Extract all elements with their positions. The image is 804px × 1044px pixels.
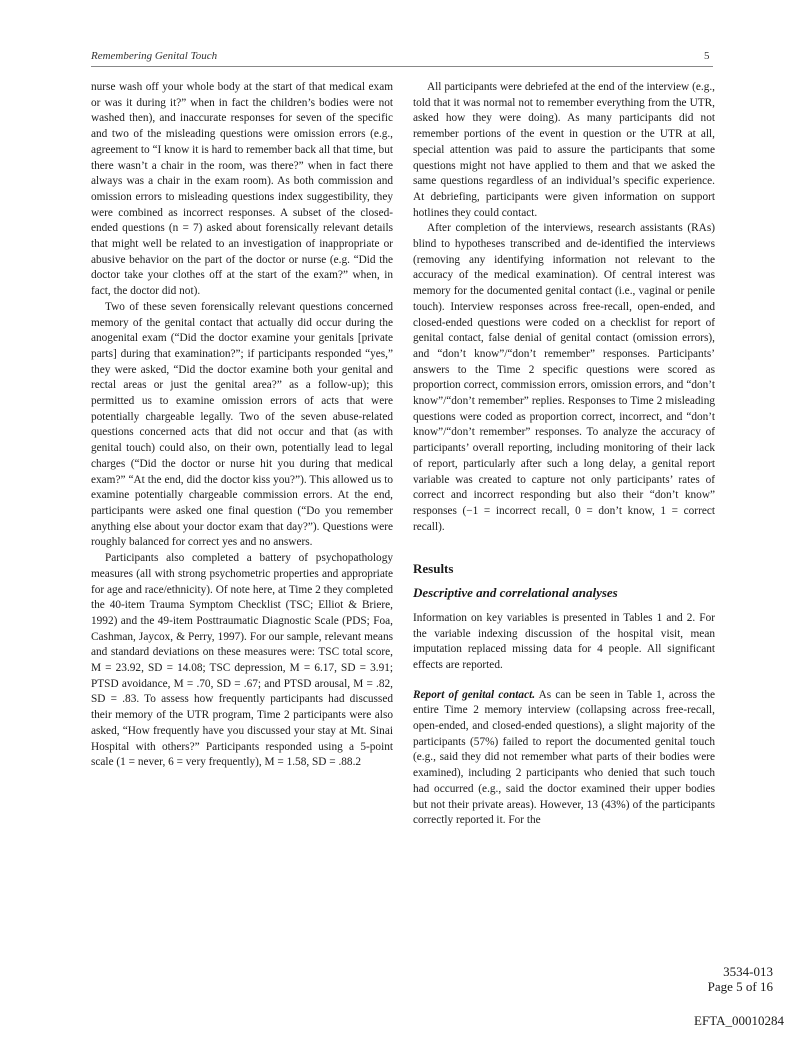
bates-id: EFTA_00010284 (694, 1013, 784, 1028)
paragraph-text: As can be seen in Table 1, across the entire Time 2 memory interview (collapsing across free-recall, open-ended, and closed-ended questions), a slight majority of the participants (57%) failed to report the documented genital touch (e.g., said they did not remember what parts of their bodies were examined), including 2 participants who denied that such touch had occurred (e.g., said the doctor examined their upper bodies but not their private areas). However, 13 (43%) of the participants correctly reported it. For the (413, 688, 716, 827)
document-number: 3534-013 (723, 964, 773, 979)
left-column (91, 80, 393, 771)
section-heading: Results (413, 561, 454, 577)
body-paragraph: All participants were debriefed at the end of the interview (e.g., told that it was normal not to remember everything from the UTR, asked how they were doing). As many participants did not remember portions of the event in question or the UTR at all, special attention was paid to assure the participants that some questions might not have applied to them and that we asked the same questions regardless of an individual’s specific experience. At debriefing, participants were given information on support hotlines they could contact. (413, 81, 715, 219)
page-number: 5 (704, 50, 710, 62)
subsection-heading: Descriptive and correlational analyses (413, 585, 618, 601)
right-column (413, 80, 715, 829)
body-paragraph: nurse wash off your whole body at the start of that medical exam or was it during it?” when in fact the children’s bodies were not washed then), and inaccurate responses for seven of the specific and two of the misleading questions were omission errors (e.g., agreement to “I know it is hard to remember back all that time, but there wasn’t a chair in the room, was there?” when in fact there always was a chair in the exam room). As both commission and omission errors to misleading questions index suggestibility, they were combined as incorrect responses. A subset of the closed-ended questions (n = 7) asked about forensically relevant details that might well be related to an investigation of inappropriate or abusive behavior on the part of the doctor or nurse (e.g. “Did the doctor take your clothes off at the start of the exam?” when, in fact, the doctor did not). (91, 81, 393, 298)
body-paragraph (413, 688, 715, 829)
run-in-heading: Report of genital contact. (413, 688, 536, 701)
page-label: Page 5 of 16 (707, 979, 773, 994)
running-head-title: Remembering Genital Touch (91, 50, 218, 62)
body-paragraph: Participants also completed a battery of psychopathology measures (all with strong psychometric properties and appropriate for age and race/ethnicity). Of note here, at Time 2 they completed the 40-item Trauma Symptom Checklist (TSC; Elliot & Briere, 1992) and the 49-item Posttraumatic Diagnostic Scale (PDS; Foa, Cashman, Jaycox, & Perry, 1997). For our sample, relevant means and standard deviations on these measures were: TSC total score, M = 23.92, SD = 14.08; TSC depression, M = 6.17, SD = 3.91; PTSD avoidance, M = .70, SD = .67; and PTSD arousal, M = .82, SD = .83. To assess how frequently participants had discussed their memory of the UTR program, Time 2 participants were also asked, “How frequently have you discussed your stay at Mt. Sinai Hospital with others?” Participants responded using a 5-point scale (1 = never, 6 = very frequently), M = 1.58, SD = .88.2 (91, 552, 393, 769)
body-paragraph: Two of these seven forensically relevant questions concerned memory of the genital contact that actually did occur during the anogenital exam (“Did the doctor examine your genitals [private parts] during that examination?”; if participants responded “yes,” they were asked, “Did the doctor examine both your genital and rectal areas or just the genital area?” as a follow-up); this permitted us to examine omission errors of acts that were potentially chargeable legally. Two of the seven abuse-related questions concerned acts that did not occur and that (as with genital touch) could also, on their own, potentially lead to legal charges (“Did the doctor or nurse hit you during that medical exam?” “At the end, did the doctor kiss you?”). This allowed us to examine potentially chargeable commission errors. At the end, participants were asked one final question (“Do you remember anything else about your doctor exam that day?”). Questions were roughly balanced for correct yes and no answers. (91, 300, 393, 549)
body-paragraph: After completion of the interviews, research assistants (RAs) blind to hypotheses transcribed and de-identified the interviews (removing any identifying information not relevant to the accuracy of the medical examination). Of central interest was memory for the documented genital contact (i.e., vaginal or penile touch). Interview responses across free-recall, open-ended, and closed-ended questions were coded on a checklist for report of genital contact, false denial of genital contact (omission errors), and “don’t know”/“don’t remember” responses. Participants’ answers to the Time 2 specific questions were scored as proportion correct, commission errors, omission errors, and “don’t know”/“don’t remember” replies. Responses to Time 2 misleading questions were coded as proportion correct, incorrect, and “don’t know”/“don’t remember” responses. To analyze the accuracy of participants’ overall reporting, including monitoring of their lack of report, particularly after such a long delay, a genital report variable was created to capture not only participants’ rates of correct and incorrect responding but also their “don’t know” responses (−1 = incorrect recall, 0 = don’t know, 1 = correct recall). (413, 222, 715, 533)
header-rule (91, 66, 713, 67)
footer-reference (708, 964, 773, 994)
body-paragraph: Information on key variables is presented in Tables 1 and 2. For the variable indexing discussion of the hospital visit, mean imputation replaced missing data for 4 people. All significant effects are reported. (413, 611, 715, 671)
